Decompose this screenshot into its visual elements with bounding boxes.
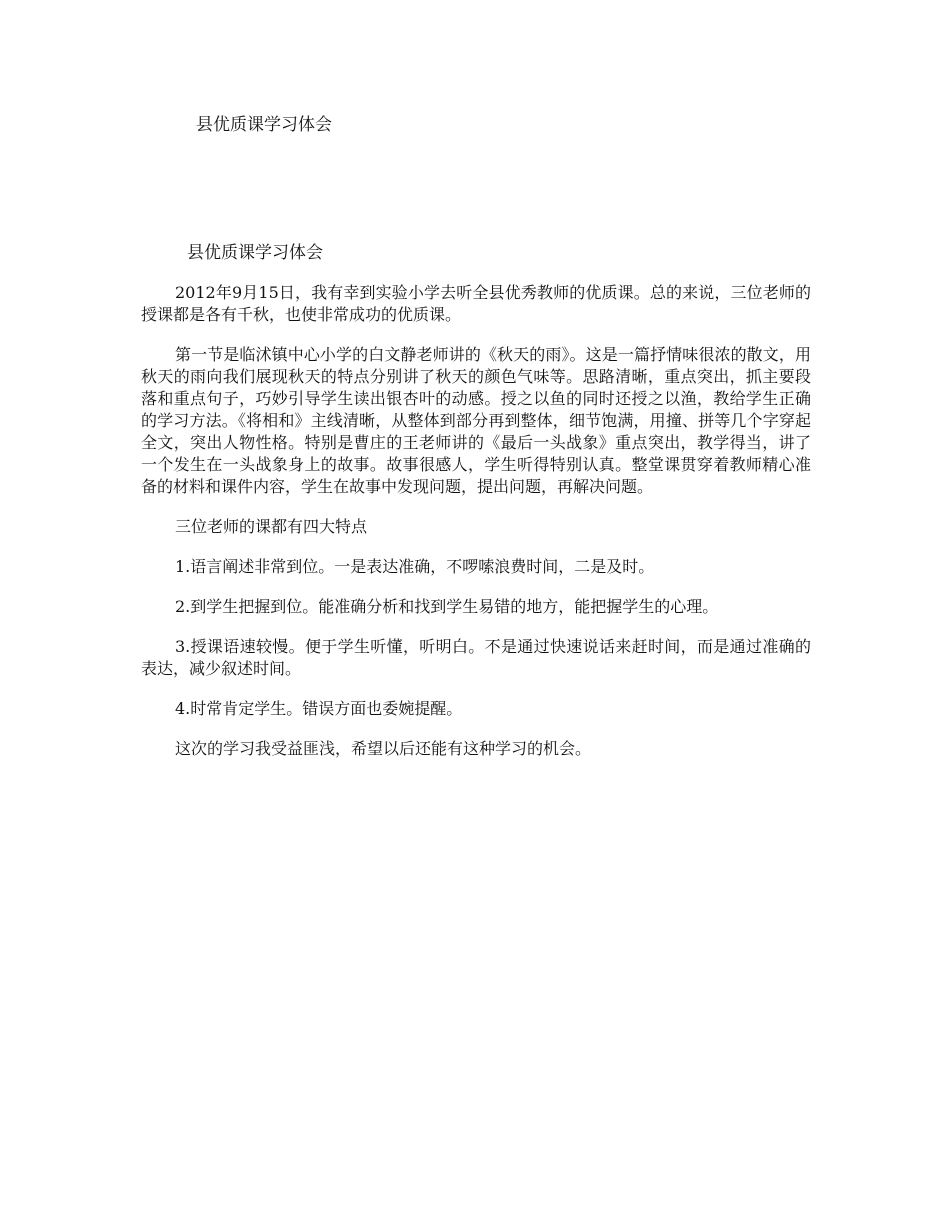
paragraph-feature-4: 4.时常肯定学生。错误方面也委婉提醒。 xyxy=(175,699,463,718)
paragraph-feature-2: 2.到学生把握到位。能准确分析和找到学生易错的地方，能把握学生的心理。 xyxy=(175,597,719,616)
paragraph-feature-3: 3.授课语速较慢。便于学生听懂，听明白。不是通过快速说话来赶时间，而是通过准确的表达，减少叙述时间。 xyxy=(141,637,811,678)
document-body xyxy=(141,240,811,778)
paragraph-intro: 2012年9月15日，我有幸到实验小学去听全县优秀教师的优质课。总的来说，三位老师的授课都是各有千秋，也使非常成功的优质课。 xyxy=(141,283,811,324)
paragraph-feature-1: 1.语言阐述非常到位。一是表达准确，不啰嗦浪费时间，二是及时。 xyxy=(175,557,655,576)
paragraph-lessons: 第一节是临沭镇中心小学的白文静老师讲的《秋天的雨》。这是一篇抒情味很浓的散文，用秋天的雨向我们展现秋天的特点分别讲了秋天的颜色气味等。思路清晰，重点突出，抓主要段落和重点句子，巧妙引导学生读出银杏叶的动感。授之以鱼的同时还授之以渔，教给学生正确的学习方法。《将相和》主线清晰，从整体到部分再到整体，细节饱满，用撞、拼等几个字穿起全文，突出人物性格。特别是曹庄的王老师讲的《最后一头战象》重点突出，教学得当，讲了一个发生在一头战象身上的故事。故事很感人，学生听得特别认真。整堂课贯穿着教师精心准备的材料和课件内容，学生在故事中发现问题，提出问题，再解决问题。 xyxy=(141,345,811,496)
header-title: 县优质课学习体会 xyxy=(196,115,332,135)
document-title: 县优质课学习体会 xyxy=(187,243,323,263)
paragraph-conclusion: 这次的学习我受益匪浅，希望以后还能有这种学习的机会。 xyxy=(175,739,592,758)
paragraph-features-heading: 三位老师的课都有四大特点 xyxy=(175,517,368,536)
